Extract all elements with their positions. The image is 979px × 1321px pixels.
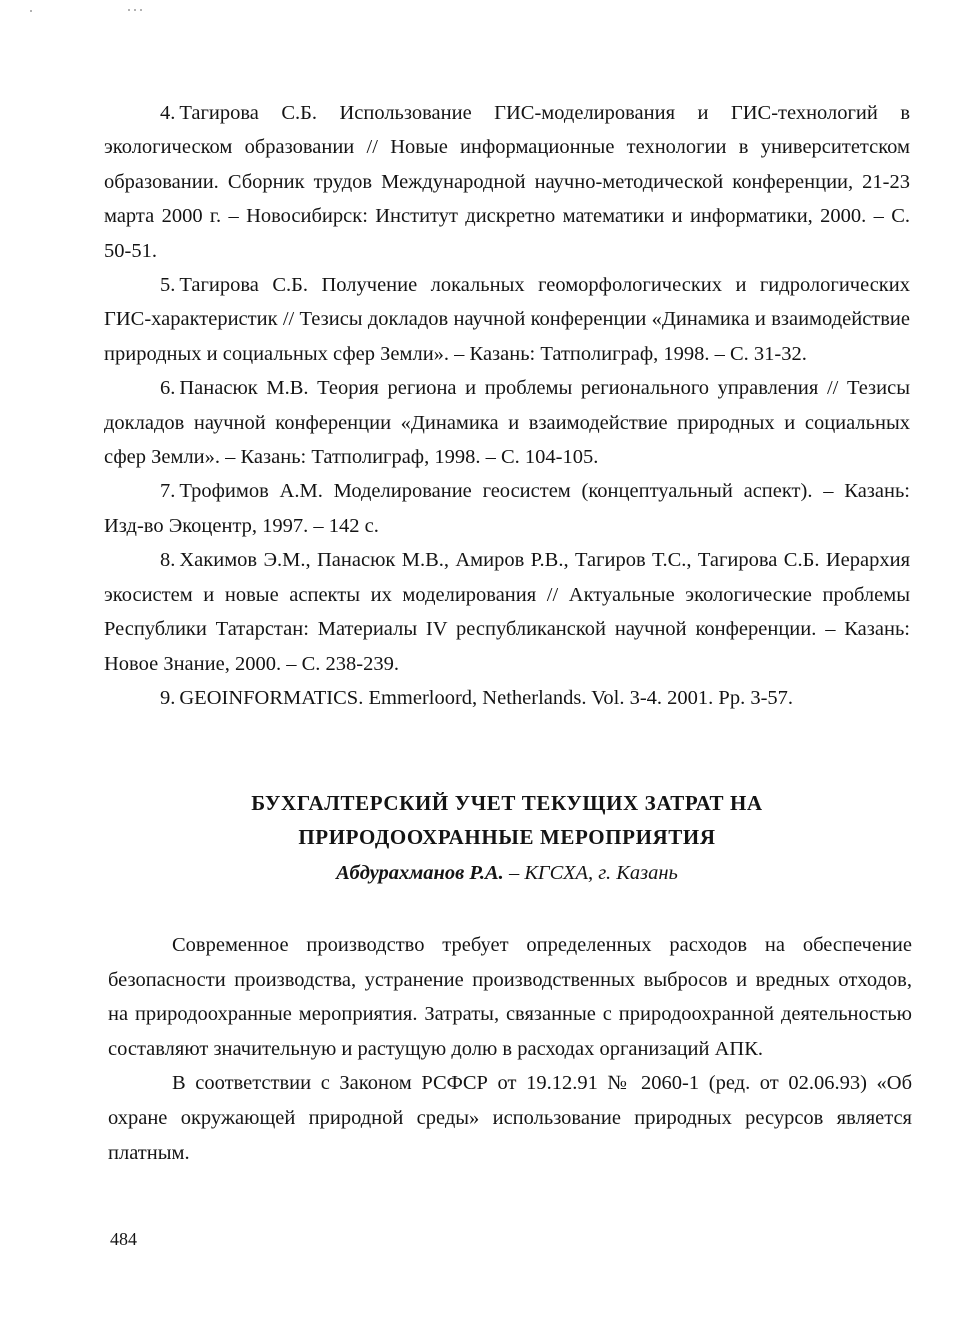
author-name: Абдурахманов Р.А. xyxy=(336,862,504,884)
reference-item xyxy=(104,371,910,474)
body-paragraph: В соответствии с Законом РСФСР от 19.12.91 № 2060-1 (ред. от 02.06.93) «Об охране окружающей природной среды» использование природных ресурсов является платным. xyxy=(108,1072,912,1164)
reference-text: Тагирова С.Б. Использование ГИС-моделирования и ГИС-технологий в экологическом образовании // Новые информационные технологии в университетском образовании. Сборник трудов Международной научно-методической конференции, 21-23 марта 2000 г. – Новосибирск: Институт дискретно математики и информатики, 2000. – С. 50-51. xyxy=(104,102,910,262)
reference-text: Панасюк М.В. Теория региона и проблемы регионального управления // Тезисы докладов научной конференции «Динамика и взаимодействие природных и социальных сфер Земли». – Казань: Татполиграф, 1998. – С. 104-105. xyxy=(104,377,910,469)
reference-number: 8. xyxy=(160,549,176,572)
reference-number: 9. xyxy=(160,686,176,709)
reference-item xyxy=(104,474,910,543)
reference-item xyxy=(104,681,910,715)
reference-number: 7. xyxy=(160,480,176,503)
article-title xyxy=(104,786,910,854)
article-title-line: ПРИРОДООХРАННЫЕ МЕРОПРИЯТИЯ xyxy=(298,825,716,849)
reference-item xyxy=(104,543,910,681)
reference-text: GEOINFORMATICS. Emmerloord, Netherlands. Vol. 3-4. 2001. Pp. 3-57. xyxy=(179,686,794,709)
reference-text: Трофимов А.М. Моделирование геосистем (концептуальный аспект). – Казань: Изд-во Экоцентр, 1997. – 142 с. xyxy=(104,480,910,537)
reference-item xyxy=(104,268,910,371)
article-author xyxy=(104,856,910,890)
reference-list xyxy=(104,96,910,715)
reference-number: 6. xyxy=(160,377,176,400)
body-paragraph: Современное производство требует определенных расходов на обеспечение безопасности производства, устранение производственных выбросов и вредных отходов, на природоохранные мероприятия. Затраты, связанные с природоохранной деятельностью составляют значительную и растущую долю в расходах организаций АПК. xyxy=(108,934,912,1060)
reference-item xyxy=(104,96,910,268)
article-body xyxy=(108,928,912,1170)
page-number: 484 xyxy=(110,1229,137,1249)
author-affiliation: – КГСХА, г. Казань xyxy=(503,862,678,884)
reference-number: 4. xyxy=(160,102,176,124)
reference-text: Хакимов Э.М., Панасюк М.В., Амиров Р.В., Тагиров Т.С., Тагирова С.Б. Иерархия экосистем и новые аспекты их моделирования // Актуальные экологические проблемы Республики Татарстан: Материалы IV республиканской научной конференции. – Казань: Новое Знание, 2000. – С. 238-239. xyxy=(104,549,910,675)
reference-text: Тагирова С.Б. Получение локальных геоморфологических и гидрологических ГИС-характеристик // Тезисы докладов научной конференции «Динамика и взаимодействие природных и социальных сфер Земли». – Казань: Татполиграф, 1998. – С. 31-32. xyxy=(104,274,910,365)
reference-number: 5. xyxy=(160,274,176,297)
article-title-line: БУХГАЛТЕРСКИЙ УЧЕТ ТЕКУЩИХ ЗАТРАТ НА xyxy=(251,791,763,815)
scan-artifact xyxy=(30,6,170,16)
